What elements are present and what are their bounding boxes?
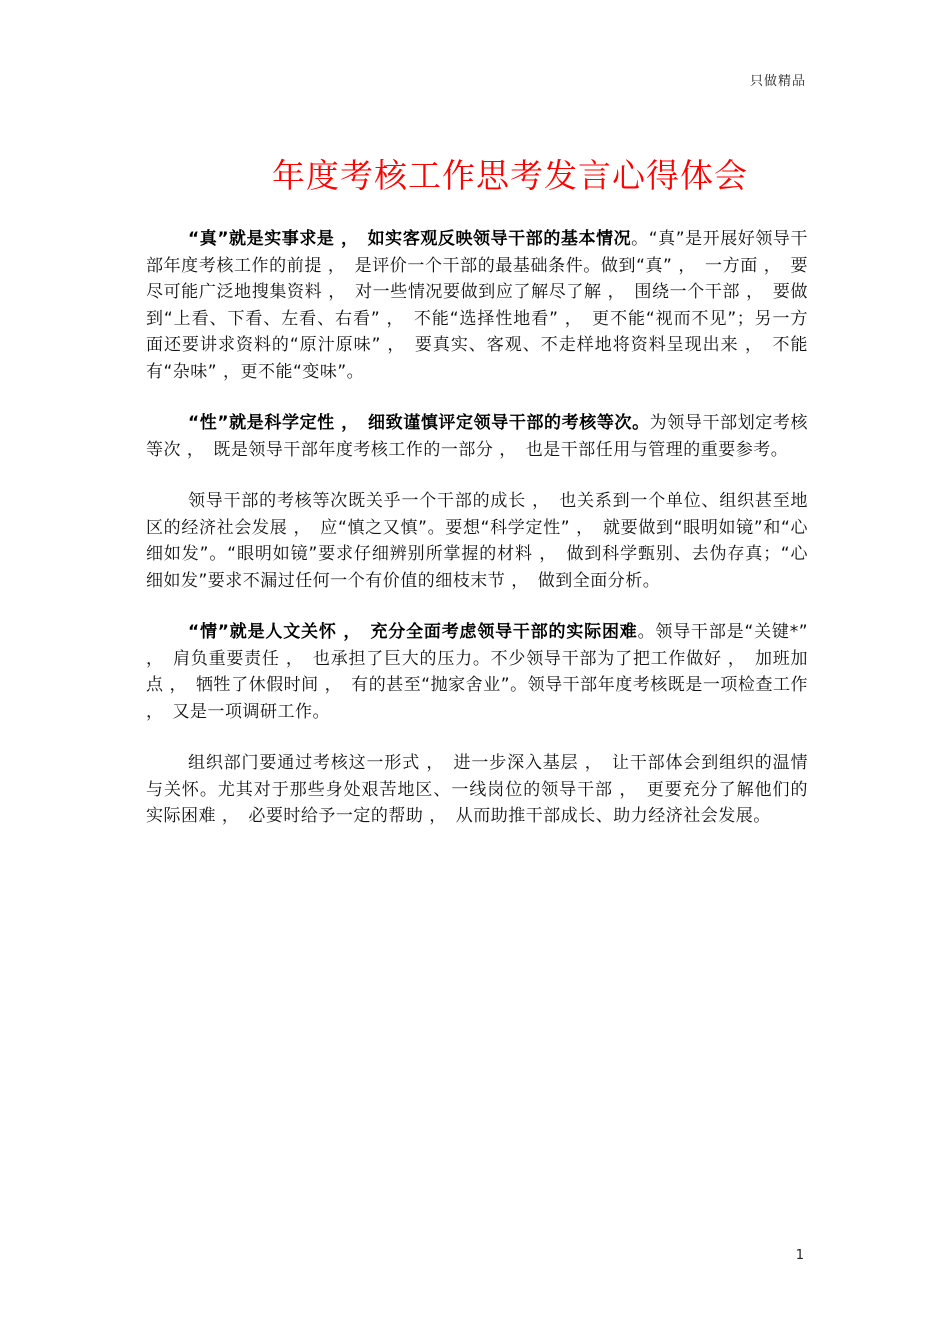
- page-number: 1: [795, 1248, 804, 1263]
- document-title: 年度考核工作思考发言心得体会: [272, 156, 748, 195]
- paragraph-lead: “情”就是人文关怀 ， 充分全面考虑领导干部的实际困难: [188, 622, 638, 642]
- paragraph-lead: “性”就是科学定性 ， 细致谨慎评定领导干部的考核等次。: [188, 413, 650, 433]
- paragraph-grading: [146, 488, 808, 594]
- paragraph-text: 领导干部的考核等次既关乎一个干部的成长 ， 也关系到一个单位、组织甚至地区的经济社会发展 ， 应“慎之又慎”。要想“科学定性” ， 就要做到“眼明如镜”和“心细如发”。“眼明如镜”要求仔细辨别所掌握的材料 ， 做到科学甄别、去伪存真；“心细如发”要求不漏过任何一个有价值的细枝末节 ， 做到全面分析。: [146, 491, 808, 591]
- paragraph-text: 组织部门要通过考核这一形式 ， 进一步深入基层 ， 让干部体会到组织的温情与关怀。尤其对于那些身处艰苦地区、一线岗位的领导干部 ， 更要充分了解他们的实际困难 ， 必要时给予一定的帮助 ， 从而助推干部成长、助力经济社会发展。: [146, 753, 808, 826]
- page-header-note: 只做精品: [749, 74, 806, 89]
- paragraph-text: 。领导干部是“关键*” ， 肩负重要责任 ， 也承担了巨大的压力。不少领导干部为了把工作做好 ， 加班加点 ， 牺牲了休假时间 ， 有的甚至“抛家舍业”。领导干部年度考核既是一项检查工作 ， 又是一项调研工作。: [146, 622, 809, 722]
- document-body: [146, 226, 808, 855]
- paragraph-nature: [146, 410, 808, 463]
- paragraph-lead: “真”就是实事求是 ， 如实客观反映领导干部的基本情况: [188, 229, 632, 249]
- paragraph-truth: [146, 226, 808, 385]
- paragraph-text: 。“真”是开展好领导干部年度考核工作的前提 ， 是评价一个干部的最基础条件。做到“真” ， 一方面 ， 要尽可能广泛地搜集资料 ， 对一些情况要做到应了解尽了解 ， 围绕一个干部 ， 要做到“上看、下看、左看、右看” ， 不能“选择性地看” ， 更不能“视而不见”；另一方面还要讲求资料的“原汁原味” ， 要真实、客观、不走样地将资料呈现出来 ， 不能有“杂味” ，更不能“变味”。: [146, 229, 808, 382]
- paragraph-care: [146, 619, 808, 725]
- paragraph-text: 为领导干部划定考核等次 ， 既是领导干部年度考核工作的一部分 ， 也是干部任用与管理的重要参考。: [146, 413, 809, 460]
- paragraph-organization: [146, 750, 808, 830]
